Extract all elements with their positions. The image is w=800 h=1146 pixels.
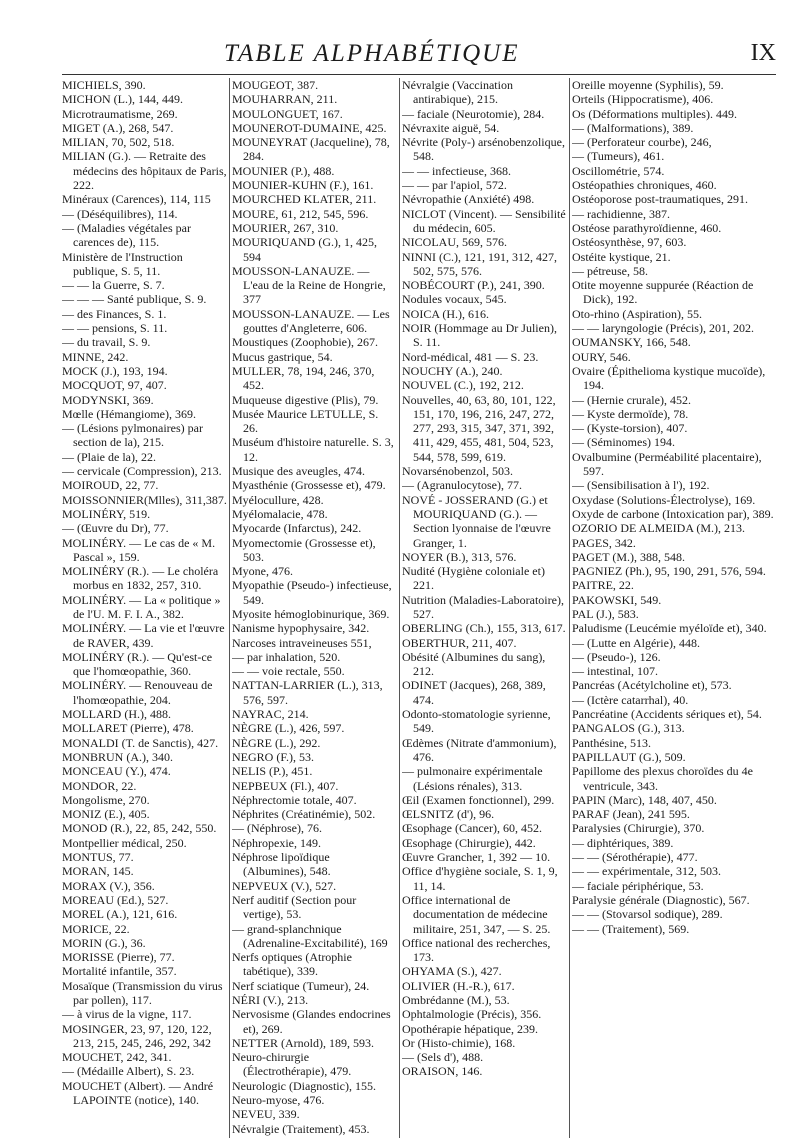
index-entry: Novarsénobenzol, 503. bbox=[402, 464, 513, 479]
index-entry: Papillome des plexus choroïdes du 4e ventricule, 343. bbox=[572, 764, 753, 793]
index-entry: MILIAN (G.). — Retraite des médecins des hôpitaux de Paris, 222. bbox=[62, 149, 227, 193]
index-entry: — — voie rectale, 550. bbox=[232, 664, 345, 679]
index-entry: PAITRE, 22. bbox=[572, 578, 634, 593]
index-entry: Neurologic (Diagnostic), 155. bbox=[232, 1078, 376, 1093]
index-entry: Oto-rhino (Aspiration), 55. bbox=[572, 306, 702, 321]
index-entry: Mortalité infantile, 357. bbox=[62, 964, 177, 979]
index-entry: NOIR (Hommage au Dr Julien), S. 11. bbox=[402, 321, 557, 350]
index-entry: Mœlle (Hémangiome), 369. bbox=[62, 406, 196, 421]
index-entry: MOUCHET, 242, 341. bbox=[62, 1050, 172, 1065]
index-entry: OUMANSKY, 166, 548. bbox=[572, 335, 691, 350]
index-entry: MOCK (J.), 193, 194. bbox=[62, 363, 168, 378]
index-entry: PAGET (M.), 388, 548. bbox=[572, 549, 686, 564]
index-entry: Œsophage (Cancer), 60, 452. bbox=[402, 821, 542, 836]
index-entry: — (Maladies végétales par carences de), 115. bbox=[62, 220, 191, 250]
index-entry: Œuvre Grancher, 1, 392 — 10. bbox=[402, 850, 551, 865]
index-entry: Musée Maurice LETULLE, S. 26. bbox=[232, 406, 379, 436]
index-entry: — (Kyste-torsion), 407. bbox=[572, 421, 688, 436]
index-entry: MOUNIER (P.), 488. bbox=[232, 163, 335, 178]
index-entry: OHYAMA (S.), 427. bbox=[402, 964, 502, 979]
index-entry: Myélocullure, 428. bbox=[232, 492, 324, 507]
index-entry: — (Ictère catarrhal), 40. bbox=[572, 692, 689, 707]
index-entry: MOUCHET (Albert). — André LAPOINTE (notice), 140. bbox=[62, 1078, 214, 1108]
index-entry: PAPILLAUT (G.), 509. bbox=[572, 749, 686, 764]
index-entry: MOLINÉRY (R.). — Le choléra morbus en 1832, 257, 310. bbox=[62, 564, 219, 593]
index-entry: NOICA (H.), 616. bbox=[402, 306, 489, 321]
index-entry: — (Agranulocytose), 77. bbox=[402, 478, 522, 493]
index-entry: Myocarde (Infarctus), 242. bbox=[232, 521, 362, 536]
index-entry: Paralysies (Chirurgie), 370. bbox=[572, 821, 705, 836]
index-entry: Ostéose parathyroïdienne, 460. bbox=[572, 220, 722, 235]
index-entry: Ostéosynthèse, 97, 603. bbox=[572, 235, 687, 250]
index-entry: Microtraumatisme, 269. bbox=[62, 106, 178, 121]
index-entry: OURY, 546. bbox=[572, 349, 631, 364]
index-entry: NEGRO (F.), 53. bbox=[232, 749, 315, 764]
index-entry: MICHIELS, 390. bbox=[62, 78, 146, 92]
index-entry: — (Médaille Albert), S. 23. bbox=[62, 1064, 195, 1079]
index-entry: — (Hernie crurale), 452. bbox=[572, 392, 691, 407]
index-entry: — — — Santé publique, S. 9. bbox=[62, 292, 207, 307]
index-entry: Nervosisme (Glandes endocrines et), 269. bbox=[232, 1007, 391, 1036]
index-entry: MORISSE (Pierre), 77. bbox=[62, 950, 175, 965]
index-entry: NAYRAC, 214. bbox=[232, 707, 309, 722]
index-entry: Névrite (Poly-) arsénobenzolique, 548. bbox=[402, 135, 565, 164]
index-entry: — cervicale (Compression), 213. bbox=[62, 464, 222, 479]
index-entry: ORAISON, 146. bbox=[402, 1064, 483, 1079]
column-divider bbox=[569, 78, 570, 1138]
index-entry: MIGET (A.), 268, 547. bbox=[62, 120, 174, 135]
index-entry: Odonto-stomatologie syrienne, 549. bbox=[402, 707, 551, 736]
index-entry: Otite moyenne suppurée (Réaction de Dick), 192. bbox=[572, 278, 754, 307]
index-entry: PARAF (Jean), 241 595. bbox=[572, 807, 690, 822]
index-entry: MICHON (L.), 144, 449. bbox=[62, 92, 183, 107]
page-header bbox=[64, 40, 776, 76]
index-entry: Muséum d'histoire naturelle. S. 3, 12. bbox=[232, 435, 394, 464]
index-entry: NOUCHY (A.), 240. bbox=[402, 363, 503, 378]
index-entry: Obésité (Albumines du sang), 212. bbox=[402, 649, 546, 679]
column-divider bbox=[399, 78, 400, 1138]
index-entry: Office d'hygiène sociale, S. 1, 9, 11, 14. bbox=[402, 864, 558, 893]
index-entry: Ostéoporose post-traumatiques, 291. bbox=[572, 192, 748, 207]
index-entry: — (Pseudo-), 126. bbox=[572, 649, 661, 664]
index-entry: Névralgie (Vaccination antirabique), 215. bbox=[402, 78, 513, 107]
index-entry: — pétreuse, 58. bbox=[572, 263, 648, 278]
index-entry: Myasthénie (Grossesse et), 479. bbox=[232, 478, 386, 493]
index-entry: Ophtalmologie (Précis), 356. bbox=[402, 1007, 542, 1022]
index-entry: Opothérapie hépatique, 239. bbox=[402, 1021, 538, 1036]
index-entry: MONOD (R.), 22, 85, 242, 550. bbox=[62, 821, 217, 836]
index-entry: — par inhalation, 520. bbox=[232, 649, 341, 664]
index-entry: Œsophage (Chirurgie), 442. bbox=[402, 835, 536, 850]
index-entry: Œdèmes (Nitrate d'ammonium), 476. bbox=[402, 735, 557, 764]
index-entry: NÉRI (V.), 213. bbox=[232, 993, 309, 1007]
index-column-4 bbox=[572, 78, 778, 1136]
index-entry: Musique des aveugles, 474. bbox=[232, 464, 365, 479]
index-entry: Muqueuse digestive (Plis), 79. bbox=[232, 392, 379, 407]
index-entry: Oxyde de carbone (Intoxication par), 389. bbox=[572, 506, 774, 521]
index-entry: PAGNIEZ (Ph.), 95, 190, 291, 576, 594. bbox=[572, 564, 766, 579]
index-entry: — intestinal, 107. bbox=[572, 664, 658, 679]
index-entry: MOREL (A.), 121, 616. bbox=[62, 907, 178, 922]
index-entry: — rachidienne, 387. bbox=[572, 206, 670, 221]
index-entry: NICOLAU, 569, 576. bbox=[402, 235, 507, 250]
index-entry: MOCQUOT, 97, 407. bbox=[62, 378, 167, 393]
index-entry: MOLLARET (Pierre), 478. bbox=[62, 721, 194, 736]
index-entry: — grand-splanchnique (Adrenaline-Excitabilité), 169 bbox=[232, 921, 388, 950]
index-entry: Ostéite kystique, 21. bbox=[572, 249, 671, 264]
index-entry: NOVÉ - JOSSERAND (G.) et MOURIQUAND (G.). — Section lyonnaise de l'œuvre Granger, 1. bbox=[402, 492, 551, 550]
index-entry: Nerf auditif (Section pour vertige), 53. bbox=[232, 892, 357, 922]
index-entry: Oxydase (Solutions-Électrolyse), 169. bbox=[572, 492, 756, 507]
page-number: IX bbox=[750, 40, 776, 66]
index-entry: Oscillométrie, 574. bbox=[572, 163, 665, 178]
index-entry: Névraxite aiguë, 54. bbox=[402, 120, 500, 135]
index-entry: Ministère de l'Instruction publique, S. 5, 11. bbox=[62, 249, 183, 278]
index-entry: — des Finances, S. 1. bbox=[62, 306, 167, 321]
index-entry: Néphrites (Créatinémie), 502. bbox=[232, 807, 376, 822]
index-entry: MILIAN, 70, 502, 518. bbox=[62, 135, 175, 150]
index-entry: Mucus gastrique, 54. bbox=[232, 349, 333, 364]
index-entry: NEPBEUX (Fl.), 407. bbox=[232, 778, 339, 793]
index-entry: MOLLARD (H.), 488. bbox=[62, 707, 171, 722]
index-entry: Neuro-myose, 476. bbox=[232, 1093, 325, 1108]
index-entry: MORICE, 22. bbox=[62, 921, 130, 936]
index-entry: Myopathie (Pseudo-) infectieuse, 549. bbox=[232, 578, 392, 607]
index-entry: ODINET (Jacques), 268, 389, 474. bbox=[402, 678, 546, 707]
index-entry: Oreille moyenne (Syphilis), 59. bbox=[572, 78, 724, 92]
index-entry: MOLINÉRY. — Renouveau de l'homœopathie, 204. bbox=[62, 678, 213, 707]
index-entry: — (Séminomes) 194. bbox=[572, 435, 675, 450]
index-entry: MOUNIER-KUHN (F.), 161. bbox=[232, 178, 374, 193]
index-entry: PAGES, 342. bbox=[572, 535, 636, 550]
index-entry: MOREAU (Ed.), 527. bbox=[62, 892, 169, 907]
index-entry: Ostéopathies chroniques, 460. bbox=[572, 178, 717, 193]
index-entry: Ovaire (Épithelioma kystique mucoïde), 194. bbox=[572, 363, 766, 393]
index-entry: — pulmonaire expérimentale (Lésions rénales), 313. bbox=[402, 764, 543, 793]
index-entry: ŒLSNITZ (d'), 96. bbox=[402, 807, 495, 822]
index-entry: — du travail, S. 9. bbox=[62, 335, 151, 350]
index-entry: — (Sensibilisation à l'), 192. bbox=[572, 478, 710, 493]
index-entry: NEPVEUX (V.), 527. bbox=[232, 878, 337, 893]
index-entry: MOULONGUET, 167. bbox=[232, 106, 343, 121]
index-entry: Nanisme hypophysaire, 342. bbox=[232, 621, 370, 636]
index-entry: — diphtériques, 389. bbox=[572, 835, 674, 850]
index-entry: MOUSSON-LANAUZE. — Les gouttes d'Angleterre, 606. bbox=[232, 306, 390, 336]
index-entry: Mongolisme, 270. bbox=[62, 792, 150, 807]
index-entry: Narcoses intraveineuses 551, bbox=[232, 635, 372, 650]
index-entry: Œil (Examen fonctionnel), 299. bbox=[402, 792, 555, 807]
index-entry: Nerfs optiques (Atrophie tabétique), 339. bbox=[232, 950, 352, 979]
index-entry: — (Déséquilibres), 114. bbox=[62, 206, 178, 221]
index-entry: NOUVEL (C.), 192, 212. bbox=[402, 378, 524, 393]
index-entry: MONCEAU (Y.), 474. bbox=[62, 764, 171, 779]
index-entry: OLIVIER (H.-R.), 617. bbox=[402, 978, 515, 993]
index-entry: PAPIN (Marc), 148, 407, 450. bbox=[572, 792, 717, 807]
index-entry: Névralgie (Traitement), 453. bbox=[232, 1121, 370, 1136]
index-entry: NATTAN-LARRIER (L.), 313, 576, 597. bbox=[232, 678, 383, 707]
index-entry: MOLINÉRY, 519. bbox=[62, 506, 151, 521]
index-entry: — Kyste dermoïde), 78. bbox=[572, 406, 689, 421]
index-entry: Minéraux (Carences), 114, 115 bbox=[62, 192, 211, 207]
index-entry: Neuro-chirurgie (Électrothérapie), 479. bbox=[232, 1050, 352, 1079]
index-entry: MOURIER, 267, 310. bbox=[232, 220, 339, 235]
index-entry: NELIS (P.), 451. bbox=[232, 764, 313, 779]
index-entry: MINNE, 242. bbox=[62, 349, 129, 364]
index-entry: — — (Traitement), 569. bbox=[572, 921, 690, 936]
index-entry: — à virus de la vigne, 117. bbox=[62, 1007, 192, 1022]
index-entry: — — expérimentale, 312, 503. bbox=[572, 864, 721, 879]
index-entry: OBERTHUR, 211, 407. bbox=[402, 635, 517, 650]
index-entry: OBERLING (Ch.), 155, 313, 617. bbox=[402, 621, 566, 636]
index-entry: MOURCHED KLATER, 211. bbox=[232, 192, 377, 207]
index-entry: Moustiques (Zoophobie), 267. bbox=[232, 335, 378, 350]
index-entry: OZORIO DE ALMEIDA (M.), 213. bbox=[572, 521, 745, 536]
index-entry: — — infectieuse, 368. bbox=[402, 163, 511, 178]
index-entry: — (Lésions pylmonaires) par section de la), 215. bbox=[62, 421, 203, 450]
index-entry: — (Sels d'), 488. bbox=[402, 1050, 484, 1065]
index-column-2 bbox=[232, 78, 396, 1136]
column-divider bbox=[229, 78, 230, 1138]
index-entry: Nord-médical, 481 — S. 23. bbox=[402, 349, 539, 364]
index-entry: Paralysie générale (Diagnostic), 567. bbox=[572, 892, 750, 907]
index-entry: NÈGRE (L.), 426, 597. bbox=[232, 721, 345, 736]
index-entry: — (Perforateur courbe), 246, bbox=[572, 135, 712, 150]
index-entry: PAL (J.), 583. bbox=[572, 606, 639, 621]
index-entry: MONDOR, 22. bbox=[62, 778, 137, 793]
index-entry: — faciale périphérique, 53. bbox=[572, 878, 704, 893]
index-entry: MOURE, 61, 212, 545, 596. bbox=[232, 206, 369, 221]
index-entry: — (Néphrose), 76. bbox=[232, 821, 322, 836]
index-entry: — (Œuvre du Dr), 77. bbox=[62, 521, 169, 536]
index-entry: Myomectomie (Grossesse et), 503. bbox=[232, 535, 376, 564]
index-entry: — — (Sérothérapie), 477. bbox=[572, 850, 698, 865]
index-entry: NICLOT (Vincent). — Sensibilité du médecin, 605. bbox=[402, 206, 566, 235]
index-entry: Pancréatine (Accidents sériques et), 54. bbox=[572, 707, 762, 722]
index-entry: NETTER (Arnold), 189, 593. bbox=[232, 1035, 374, 1050]
index-entry: MOLINÉRY. — Le cas de « M. Pascal », 159. bbox=[62, 535, 216, 564]
header-rule bbox=[62, 74, 776, 75]
index-entry: Montpellier médical, 250. bbox=[62, 835, 187, 850]
index-entry: Pancréas (Acétylcholine et), 573. bbox=[572, 678, 732, 693]
index-entry: MOURIQUAND (G.), 1, 425, 594 bbox=[232, 235, 377, 264]
index-entry: Myone, 476. bbox=[232, 564, 293, 579]
index-entry: Nerf sciatique (Tumeur), 24. bbox=[232, 978, 370, 993]
index-entry: Néphrose lipoïdique (Albumines), 548. bbox=[232, 850, 331, 879]
index-entry: — (Plaie de la), 22. bbox=[62, 449, 156, 464]
index-entry: MOUGEOT, 387. bbox=[232, 78, 319, 92]
index-entry: — — la Guerre, S. 7. bbox=[62, 278, 165, 293]
index-entry: MORAX (V.), 356. bbox=[62, 878, 155, 893]
index-entry: PANGALOS (G.), 313. bbox=[572, 721, 685, 736]
index-entry: MOISSONNIER(Mlles), 311,387. bbox=[62, 492, 227, 507]
index-entry: Nutrition (Maladies-Laboratoire), 527. bbox=[402, 592, 564, 621]
index-entry: Office national des recherches, 173. bbox=[402, 935, 551, 965]
index-entry: MODYNSKI, 369. bbox=[62, 392, 154, 407]
index-entry: NEVEU, 339. bbox=[232, 1107, 300, 1122]
index-entry: Nudité (Hygiène coloniale et) 221. bbox=[402, 564, 545, 593]
index-entry: MOUNEYRAT (Jacqueline), 78, 284. bbox=[232, 135, 390, 164]
index-entry: MOLINÉRY (R.). — Qu'est-ce que l'homœopathie, 360. bbox=[62, 649, 213, 679]
index-entry: MOIROUD, 22, 77. bbox=[62, 478, 159, 493]
index-entry: NINNI (C.), 121, 191, 312, 427, 502, 575, 576. bbox=[402, 249, 557, 278]
page-title: TABLE ALPHABÉTIQUE bbox=[224, 40, 520, 67]
index-entry: MOLINÉRY. — La « politique » de l'U. M. F. I. A., 382. bbox=[62, 592, 221, 621]
index-entry: Nodules vocaux, 545. bbox=[402, 292, 507, 307]
index-entry: — — par l'apiol, 572. bbox=[402, 178, 507, 193]
index-entry: Néphropexie, 149. bbox=[232, 835, 321, 850]
index-column-3 bbox=[402, 78, 568, 1136]
index-entry: Myélomalacie, 478. bbox=[232, 506, 328, 521]
index-entry: — (Malformations), 389. bbox=[572, 120, 694, 135]
index-entry: — — laryngologie (Précis), 201, 202. bbox=[572, 321, 754, 336]
index-entry: MOUNEROT-DUMAINE, 425. bbox=[232, 120, 387, 135]
index-entry: Nouvelles, 40, 63, 80, 101, 122, 151, 170, 196, 216, 247, 272, 277, 293, 315, 347, 371, 392, 411, 429, 455, 481, 504, 523, 544, 578, 599, 619. bbox=[402, 392, 556, 464]
index-entry: MONIZ (E.), 405. bbox=[62, 807, 150, 822]
index-entry: MOSINGER, 23, 97, 120, 122, 213, 215, 245, 246, 292, 342 bbox=[62, 1021, 212, 1050]
index-entry: NOBÉCOURT (P.), 241, 390. bbox=[402, 278, 545, 293]
index-entry: — (Tumeurs), 461. bbox=[572, 149, 665, 164]
index-entry: MONBRUN (A.), 340. bbox=[62, 749, 173, 764]
index-entry: MOUHARRAN, 211. bbox=[232, 92, 338, 107]
index-entry: NOYER (B.), 313, 576. bbox=[402, 549, 517, 564]
index-entry: NÈGRE (L.), 292. bbox=[232, 735, 321, 750]
index-entry: PAKOWSKI, 549. bbox=[572, 592, 662, 607]
index-entry: Myosite hémoglobinurique, 369. bbox=[232, 606, 390, 621]
index-entry: Office international de documentation de médecine militaire, 251, 347, — S. 25. bbox=[402, 892, 551, 936]
index-entry: — (Lutte en Algérie), 448. bbox=[572, 635, 700, 650]
index-column-1 bbox=[62, 78, 228, 1136]
index-entry: MORIN (G.), 36. bbox=[62, 935, 146, 950]
index-entry: Orteils (Hippocratisme), 406. bbox=[572, 92, 714, 107]
index-entry: Paludisme (Leucémie myéloïde et), 340. bbox=[572, 621, 767, 636]
index-entry: Néphrectomie totale, 407. bbox=[232, 792, 357, 807]
index-entry: MONALDI (T. de Sanctis), 427. bbox=[62, 735, 219, 750]
index-entry: Mosaïque (Transmission du virus par pollen), 117. bbox=[62, 978, 223, 1007]
index-entry: Ombrédanne (M.), 53. bbox=[402, 993, 510, 1007]
index-entry: Or (Histo-chimie), 168. bbox=[402, 1035, 516, 1050]
index-entry: Os (Déformations multiples). 449. bbox=[572, 106, 737, 121]
index-entry: — faciale (Neurotomie), 284. bbox=[402, 106, 545, 121]
index-entry: MULLER, 78, 194, 246, 370, 452. bbox=[232, 363, 375, 393]
index-entry: — — pensions, S. 11. bbox=[62, 321, 168, 336]
index-entry: Panthésine, 513. bbox=[572, 735, 651, 750]
index-entry: MORAN, 145. bbox=[62, 864, 134, 879]
index-entry: Ovalbumine (Perméabilité placentaire), 597. bbox=[572, 449, 762, 479]
index-entry: MONTUS, 77. bbox=[62, 850, 134, 865]
index-entry: Névropathie (Anxiété) 498. bbox=[402, 192, 535, 207]
index-entry: MOLINÉRY. — La vie et l'œuvre de RAVER, 439. bbox=[62, 621, 225, 650]
index-entry: MOUSSON-LANAUZE. — L'eau de la Reine de Hongrie, 377 bbox=[232, 263, 386, 307]
index-entry: — — (Stovarsol sodique), 289. bbox=[572, 907, 723, 922]
